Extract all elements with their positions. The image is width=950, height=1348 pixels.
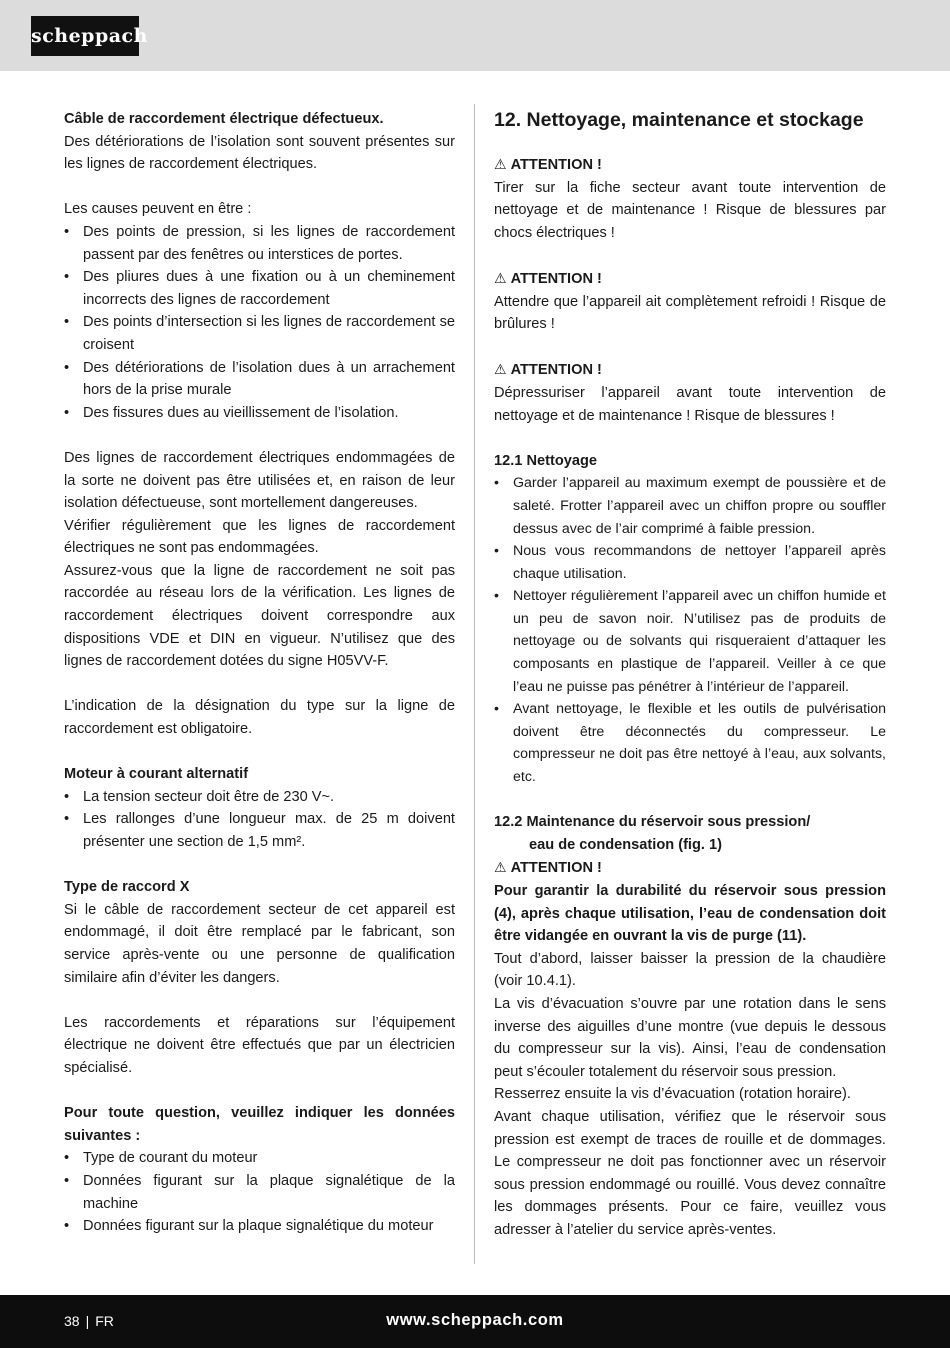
questions-title: Pour toute question, veuillez indiquer les données suivantes :	[64, 1105, 455, 1144]
list-item: • Des points d’intersection si les lignes de raccordement se croisent	[64, 311, 455, 356]
cable-text: Des détériorations de l’isolation sont souvent présentes sur les lignes de raccordement électriques.	[64, 133, 455, 173]
motor-list	[64, 786, 455, 854]
maintenance-paragraph-1: Tout d’abord, laisser baisser la pression de la chaudière (voir 10.4.1).	[494, 950, 886, 990]
list-item: • Nettoyer régulièrement l’appareil avec un chiffon humide et un peu de savon noir. N’utilisez pas de produits de nettoyage ou de solvants qui risqueraient d’attaquer les composants en plastique de l’appareil. Veiller à ce que l’eau ne puisse pas pénétrer à l’intérieur de l’appareil.	[494, 585, 886, 698]
causes-list	[64, 221, 455, 424]
warning-icon: ⚠	[494, 269, 507, 286]
right-column	[494, 108, 886, 1242]
motor-title: Moteur à courant alternatif	[64, 766, 249, 783]
list-item: • Des fissures dues au vieillissement de l’isolation.	[64, 402, 455, 425]
list-item: • Nous vous recommandons de nettoyer l’appareil après chaque utilisation.	[494, 540, 886, 585]
cleaning-list	[494, 472, 886, 788]
list-item: • Données figurant sur la plaque signalétique de la machine	[64, 1170, 455, 1215]
warning-text: Tirer sur la fiche secteur avant toute intervention de nettoyage et de maintenance ! Risque de blessures par chocs électriques !	[494, 179, 886, 241]
repairs-text: Les raccordements et réparations sur l’équipement électrique ne doivent être effectués que par un électricien spécialisé.	[64, 1014, 455, 1076]
attention-heading: ⚠ ATTENTION !	[494, 156, 602, 173]
connection-title: Type de raccord X	[64, 879, 190, 896]
website-link[interactable]: www.scheppach.com	[386, 1311, 564, 1329]
left-column	[64, 108, 455, 1238]
warning-icon: ⚠	[494, 361, 507, 378]
maintenance-title: 12.2 Maintenance du réservoir sous pression/	[494, 814, 811, 831]
page-separator: |	[85, 1313, 90, 1329]
brand-logo: scheppach	[31, 16, 139, 56]
header-bar	[0, 0, 950, 71]
attention-heading: ⚠ ATTENTION !	[494, 269, 602, 287]
list-item: • Données figurant sur la plaque signalétique du moteur	[64, 1215, 455, 1238]
warning-text: Dépressuriser l’appareil avant toute intervention de nettoyage et de maintenance ! Risque de blessures !	[494, 384, 886, 424]
list-item: • Type de courant du moteur	[64, 1147, 455, 1170]
warning-icon: ⚠	[494, 156, 507, 172]
list-item: • Avant nettoyage, le flexible et les outils de pulvérisation doivent être déconnectés du compresseur. Le compresseur ne doit pas être nettoyé à l’eau, aux solvants, etc.	[494, 698, 886, 788]
damaged-paragraph-2: Vérifier régulièrement que les lignes de raccordement électriques ne sont pas endommagées.	[64, 517, 455, 557]
damaged-paragraph-1: Des lignes de raccordement électriques endommagées de la sorte ne doivent pas être utilisées et, en raison de leur isolation défectueuse, sont mortellement dangereuses.	[64, 449, 455, 512]
list-item: • Des détériorations de l’isolation dues à un arrachement hors de la prise murale	[64, 357, 455, 402]
questions-list	[64, 1147, 455, 1237]
list-item: • Des points de pression, si les lignes de raccordement passent par des fenêtres ou interstices de portes.	[64, 221, 455, 266]
causes-intro: Les causes peuvent en être :	[64, 201, 252, 218]
type-indication: L’indication de la désignation du type sur la ligne de raccordement est obligatoire.	[64, 698, 455, 738]
maintenance-paragraph-4: Avant chaque utilisation, vérifiez que le réservoir sous pression est exempt de traces de rouille et de dommages. Le compresseur ne doit pas fonctionner avec un réservoir sous pression endommagé ou rouillé. Vous devez connaître les dommages présents. Pour ce faire, veuillez vous adresser à l’atelier du service après-ventes.	[494, 1108, 886, 1238]
section-title: 12. Nettoyage, maintenance et stockage	[494, 109, 864, 131]
page-number: 38	[64, 1313, 80, 1329]
column-divider	[474, 104, 475, 1264]
list-item: • Les rallonges d’une longueur max. de 25 m doivent présenter une section de 1,5 mm².	[64, 808, 455, 853]
damaged-paragraph-3: Assurez-vous que la ligne de raccordement ne soit pas raccordée au réseau lors de la vérification. Les lignes de raccordement électriques doivent correspondre aux dispositions VDE et DIN en vigueur. N’utilisez que des lignes de raccordement dotées du signe H05VV-F.	[64, 562, 455, 670]
warning-text: Attendre que l’appareil ait complètement refroidi ! Risque de brûlures !	[494, 293, 886, 333]
connection-text: Si le câble de raccordement secteur de cet appareil est endommagé, il doit être remplacé par le fabricant, son service après-vente ou une personne de qualification similaire afin d’éviter les dangers.	[64, 901, 455, 986]
footer-bar	[0, 1295, 950, 1348]
attention-heading: ⚠ ATTENTION !	[494, 859, 602, 877]
list-item: • Garder l’appareil au maximum exempt de poussière et de saleté. Frotter l’appareil avec un chiffon propre ou souffler dessus avec de l’air comprimé à faible pression.	[494, 472, 886, 540]
list-item: • La tension secteur doit être de 230 V~.	[64, 786, 455, 809]
maintenance-paragraph-3: Resserrez ensuite la vis d’évacuation (rotation horaire).	[494, 1086, 851, 1103]
maintenance-paragraph-2: La vis d’évacuation s’ouvre par une rotation dans le sens inverse des aiguilles d’une montre (vue depuis le dessous du compresseur sur la vis). Ainsi, l’eau de condensation peut s’écouler totalement du réservoir sous pression.	[494, 995, 886, 1080]
cable-title: Câble de raccordement électrique défectueux.	[64, 111, 384, 127]
attention-heading: ⚠ ATTENTION !	[494, 361, 602, 379]
warning-icon: ⚠	[494, 859, 507, 876]
language-code: FR	[95, 1313, 114, 1329]
list-item: • Des pliures dues à une fixation ou à un cheminement incorrects des lignes de raccordement	[64, 266, 455, 311]
maintenance-warning: Pour garantir la durabilité du réservoir sous pression (4), après chaque utilisation, l’eau de condensation doit être vidangée en ouvrant la vis de purge (11).	[494, 883, 886, 945]
cleaning-title: 12.1 Nettoyage	[494, 452, 598, 469]
maintenance-title-line-2: eau de condensation (fig. 1)	[529, 836, 722, 853]
